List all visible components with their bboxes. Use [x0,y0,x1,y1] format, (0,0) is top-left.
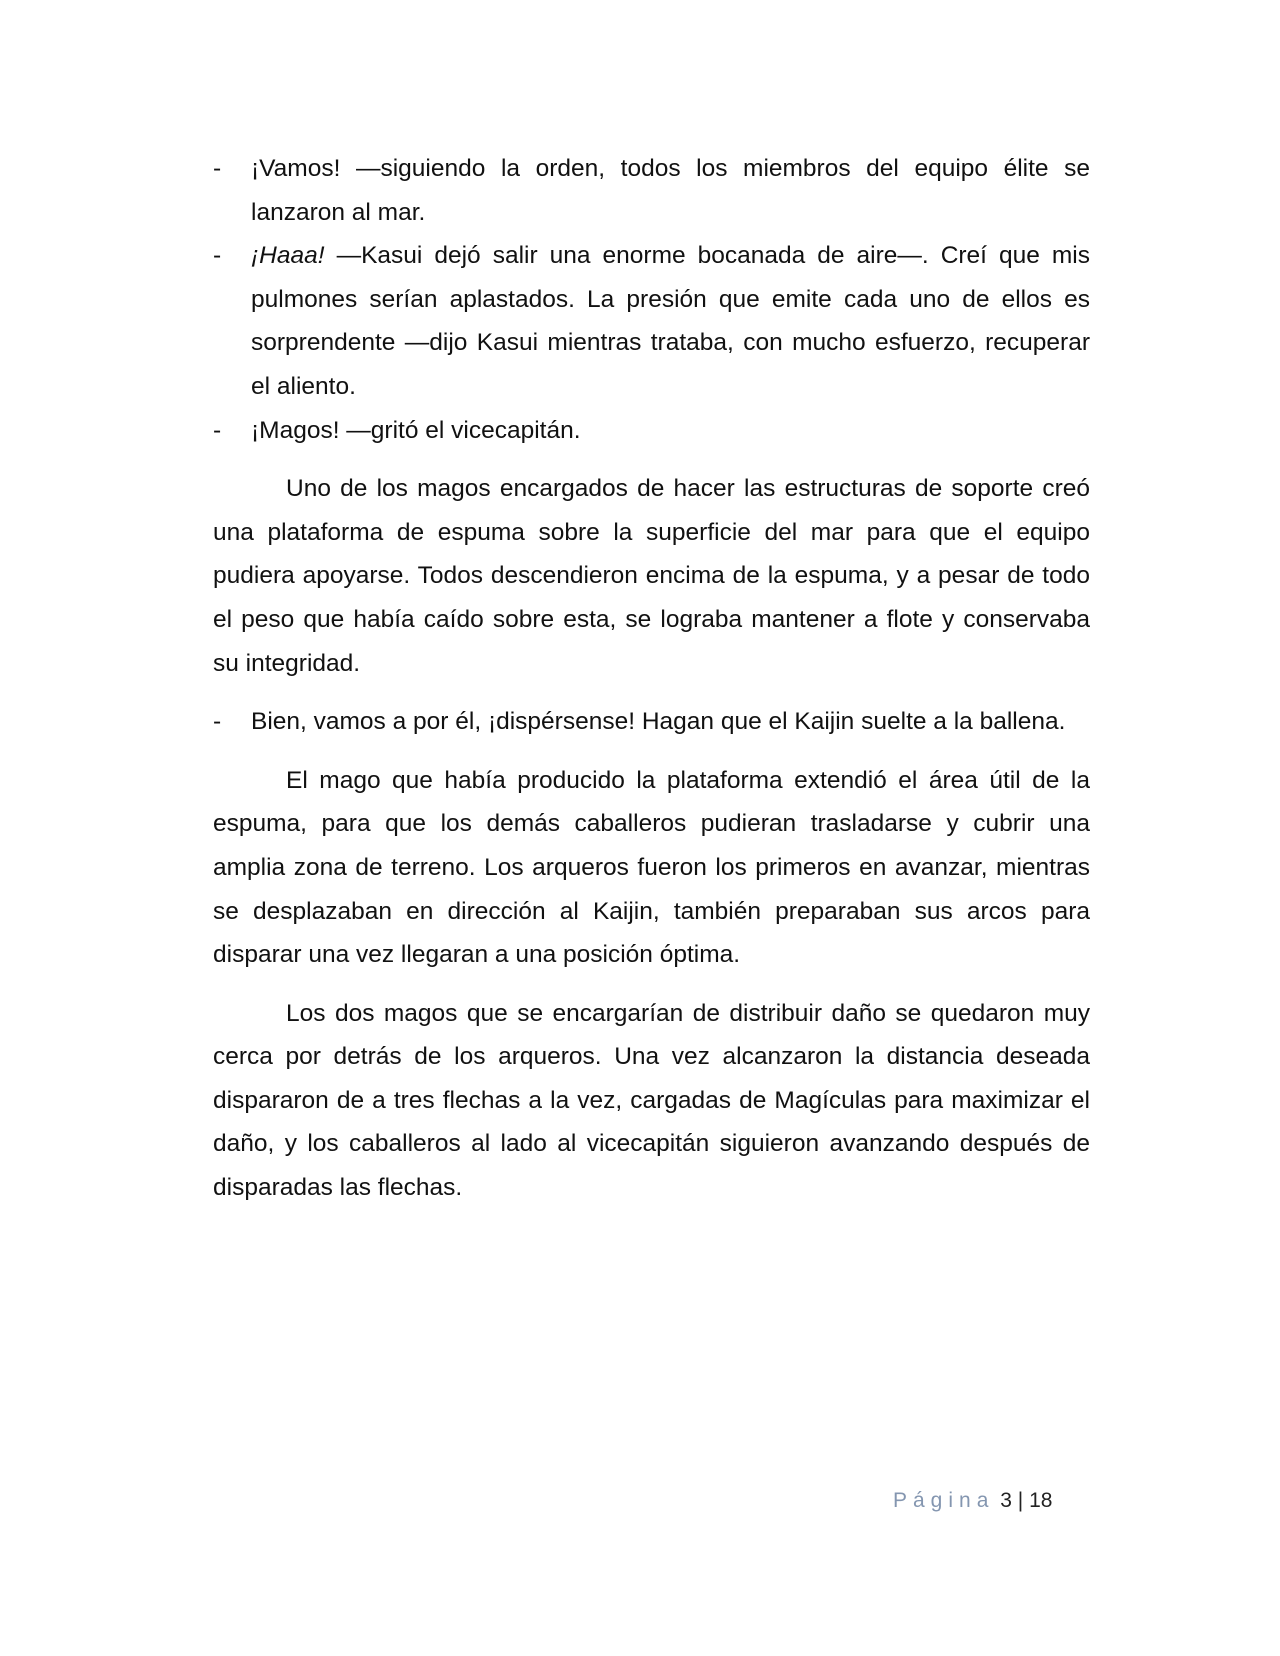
dialogue-dash: - [213,155,222,182]
page-total: 18 [1029,1489,1053,1512]
dialogue-line [213,234,1090,408]
paragraph: Los dos magos que se encargarían de distribuir daño se quedaron muy cerca por detrás de los arqueros. Una vez alcanzaron la distancia deseada dispararon de a tres flechas a la vez, cargadas de Magículas para maximizar el daño, y los caballeros al lado al vicecapitán siguieron avanzando después de disparadas las flechas. [213,999,1090,1202]
dialogue-text: ¡Vamos! —siguiendo la orden, todos los miembros del equipo élite se lanzaron al mar. [251,155,1090,226]
paragraph: El mago que había producido la plataforma extendió el área útil de la espuma, para que los demás caballeros pudieran trasladarse y cubrir una amplia zona de terreno. Los arqueros fueron los primeros en avanzar, mientras se desplazaban en dirección al Kaijin, también preparaban sus arcos para disparar una vez llegaran a una posición óptima. [213,766,1090,969]
dialogue-text: ¡Haaa! —Kasui dejó salir una enorme bocanada de aire—. Creí que mis pulmones serían aplastados. La presión que emite cada uno de ellos es sorprendente —dijo Kasui mientras trataba, con mucho esfuerzo, recuperar el aliento. [251,242,1090,400]
dialogue-text: ¡Magos! —gritó el vicecapitán. [251,416,581,444]
page-current: 3 [1000,1489,1012,1512]
page-separator: | [1017,1489,1024,1512]
dialogue-dash: - [213,242,222,270]
page-label: Página [893,1489,995,1512]
page-body [213,147,1090,1210]
italic-exclamation: ¡Haaa! [251,242,325,270]
dialogue-line [213,700,1090,744]
paragraph: Uno de los magos encargados de hacer las estructuras de soporte creó una plataforma de espuma sobre la superficie del mar para que el equipo pudiera apoyarse. Todos descendieron encima de la espuma, y a pesar de todo el peso que había caído sobre esta, se lograba mantener a flote y conservaba su integridad. [213,475,1090,677]
dialogue-dash: - [213,416,222,444]
dialogue-line [213,147,1090,234]
dialogue-line [213,409,1090,453]
page-footer [893,1489,1052,1513]
dialogue-text: Bien, vamos a por él, ¡dispérsense! Hagan que el Kaijin suelte a la ballena. [251,708,1066,736]
dialogue-dash: - [213,708,222,736]
